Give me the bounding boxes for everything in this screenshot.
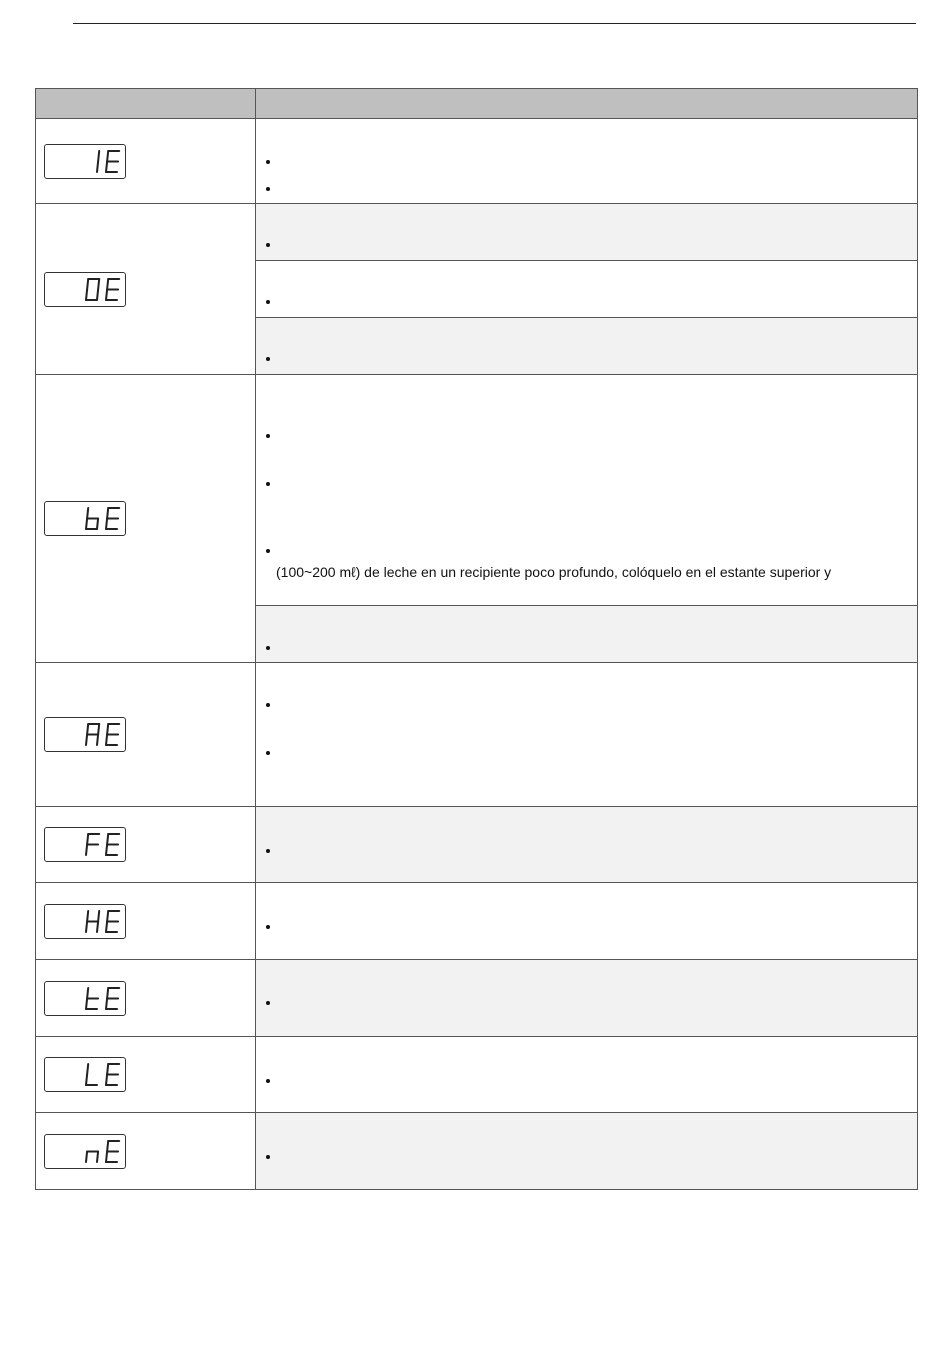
bullet <box>266 1079 270 1083</box>
bullet <box>266 925 270 929</box>
code-cell <box>36 883 256 960</box>
lcd-segment <box>107 988 108 999</box>
lcd-segment <box>107 911 108 922</box>
error-code-table <box>35 88 918 1190</box>
lcd-segment <box>107 508 108 519</box>
lcd-segment <box>86 921 87 932</box>
error-code-display <box>44 827 126 862</box>
error-code-he <box>45 905 125 938</box>
lcd-segment <box>86 735 87 746</box>
bullet <box>266 1155 270 1159</box>
error-code-display <box>44 144 126 179</box>
lcd-segment <box>107 1064 108 1075</box>
lcd-segment <box>86 289 87 300</box>
bullet <box>266 549 270 553</box>
lcd-segment <box>106 735 107 746</box>
code-cell <box>36 807 256 883</box>
table-row <box>36 663 918 807</box>
lcd-segment <box>106 845 107 856</box>
error-code-display <box>44 981 126 1016</box>
lcd-segment <box>87 279 88 290</box>
lcd-segment <box>86 519 87 530</box>
lcd-segment <box>106 519 107 530</box>
error-code-display <box>44 272 126 307</box>
table-row <box>36 960 918 1037</box>
lcd-segment <box>87 724 88 735</box>
lcd-segment <box>98 724 99 735</box>
bullet <box>266 300 270 304</box>
lcd-segment <box>97 735 98 746</box>
error-code-0e <box>45 273 125 306</box>
lcd-segment <box>106 161 107 172</box>
bullet <box>266 849 270 853</box>
lcd-segment <box>86 1075 87 1086</box>
bullet <box>266 751 270 755</box>
lcd-segment <box>87 834 88 845</box>
lcd-segment <box>97 289 98 300</box>
table-row <box>36 1037 918 1113</box>
lcd-segment <box>106 921 107 932</box>
lcd-segment <box>97 1151 98 1162</box>
code-cell <box>36 663 256 807</box>
table-row <box>36 119 918 204</box>
table-row <box>36 204 918 261</box>
lcd-segment <box>86 998 87 1009</box>
description-cell <box>256 883 918 960</box>
lcd-segment <box>87 508 88 519</box>
lcd-segment <box>107 1141 108 1152</box>
lcd-segment <box>106 289 107 300</box>
description-cell <box>256 1113 918 1190</box>
lcd-segment <box>107 724 108 735</box>
description-cell <box>256 375 918 606</box>
code-cell <box>36 1113 256 1190</box>
lcd-segment <box>86 845 87 856</box>
header-description <box>256 89 918 119</box>
lcd-segment <box>97 519 98 530</box>
lcd-segment <box>106 1151 107 1162</box>
code-cell <box>36 1037 256 1113</box>
error-code-display <box>44 1134 126 1169</box>
error-code-fe <box>45 828 125 861</box>
code-cell <box>36 960 256 1037</box>
table-header-row <box>36 89 918 119</box>
lcd-segment <box>106 1075 107 1086</box>
description-cell <box>256 606 918 663</box>
header-code <box>36 89 256 119</box>
bullet <box>266 357 270 361</box>
lcd-segment <box>107 279 108 290</box>
error-code-le <box>45 1058 125 1091</box>
bullet <box>266 187 270 191</box>
table-row <box>36 883 918 960</box>
error-code-display <box>44 501 126 536</box>
lcd-segment <box>87 911 88 922</box>
lcd-segment <box>86 1151 87 1162</box>
bullet <box>266 160 270 164</box>
lcd-segment <box>98 279 99 290</box>
table-row <box>36 1113 918 1190</box>
error-code-display <box>44 717 126 752</box>
code-cell <box>36 375 256 663</box>
code-cell <box>36 204 256 375</box>
description-cell <box>256 261 918 318</box>
error-code-display <box>44 1057 126 1092</box>
error-code-te <box>45 982 125 1015</box>
lcd-segment <box>107 151 108 162</box>
bullet <box>266 434 270 438</box>
lcd-segment <box>87 988 88 999</box>
lcd-segment <box>98 911 99 922</box>
table-row <box>36 807 918 883</box>
description-cell <box>256 663 918 807</box>
lcd-segment <box>106 998 107 1009</box>
bullet <box>266 482 270 486</box>
error-code-be <box>45 502 125 535</box>
description-text: (100~200 mℓ) de leche en un recipiente poco profundo, colóquelo en el estante superior y <box>276 564 832 580</box>
bullet <box>266 646 270 650</box>
error-code-ae <box>45 718 125 751</box>
code-cell <box>36 119 256 204</box>
error-code-display <box>44 904 126 939</box>
lcd-segment <box>98 151 99 162</box>
bullet <box>266 243 270 247</box>
description-cell <box>256 1037 918 1113</box>
description-cell <box>256 318 918 375</box>
top-rule <box>73 23 916 24</box>
description-cell <box>256 960 918 1037</box>
bullet <box>266 1001 270 1005</box>
table-row <box>36 375 918 606</box>
error-code-1e <box>45 145 125 178</box>
lcd-segment <box>97 921 98 932</box>
bullet <box>266 703 270 707</box>
lcd-segment <box>107 834 108 845</box>
error-code-ne <box>45 1135 125 1168</box>
description-cell <box>256 119 918 204</box>
description-cell <box>256 204 918 261</box>
description-cell <box>256 807 918 883</box>
lcd-segment <box>97 161 98 172</box>
lcd-segment <box>87 1064 88 1075</box>
